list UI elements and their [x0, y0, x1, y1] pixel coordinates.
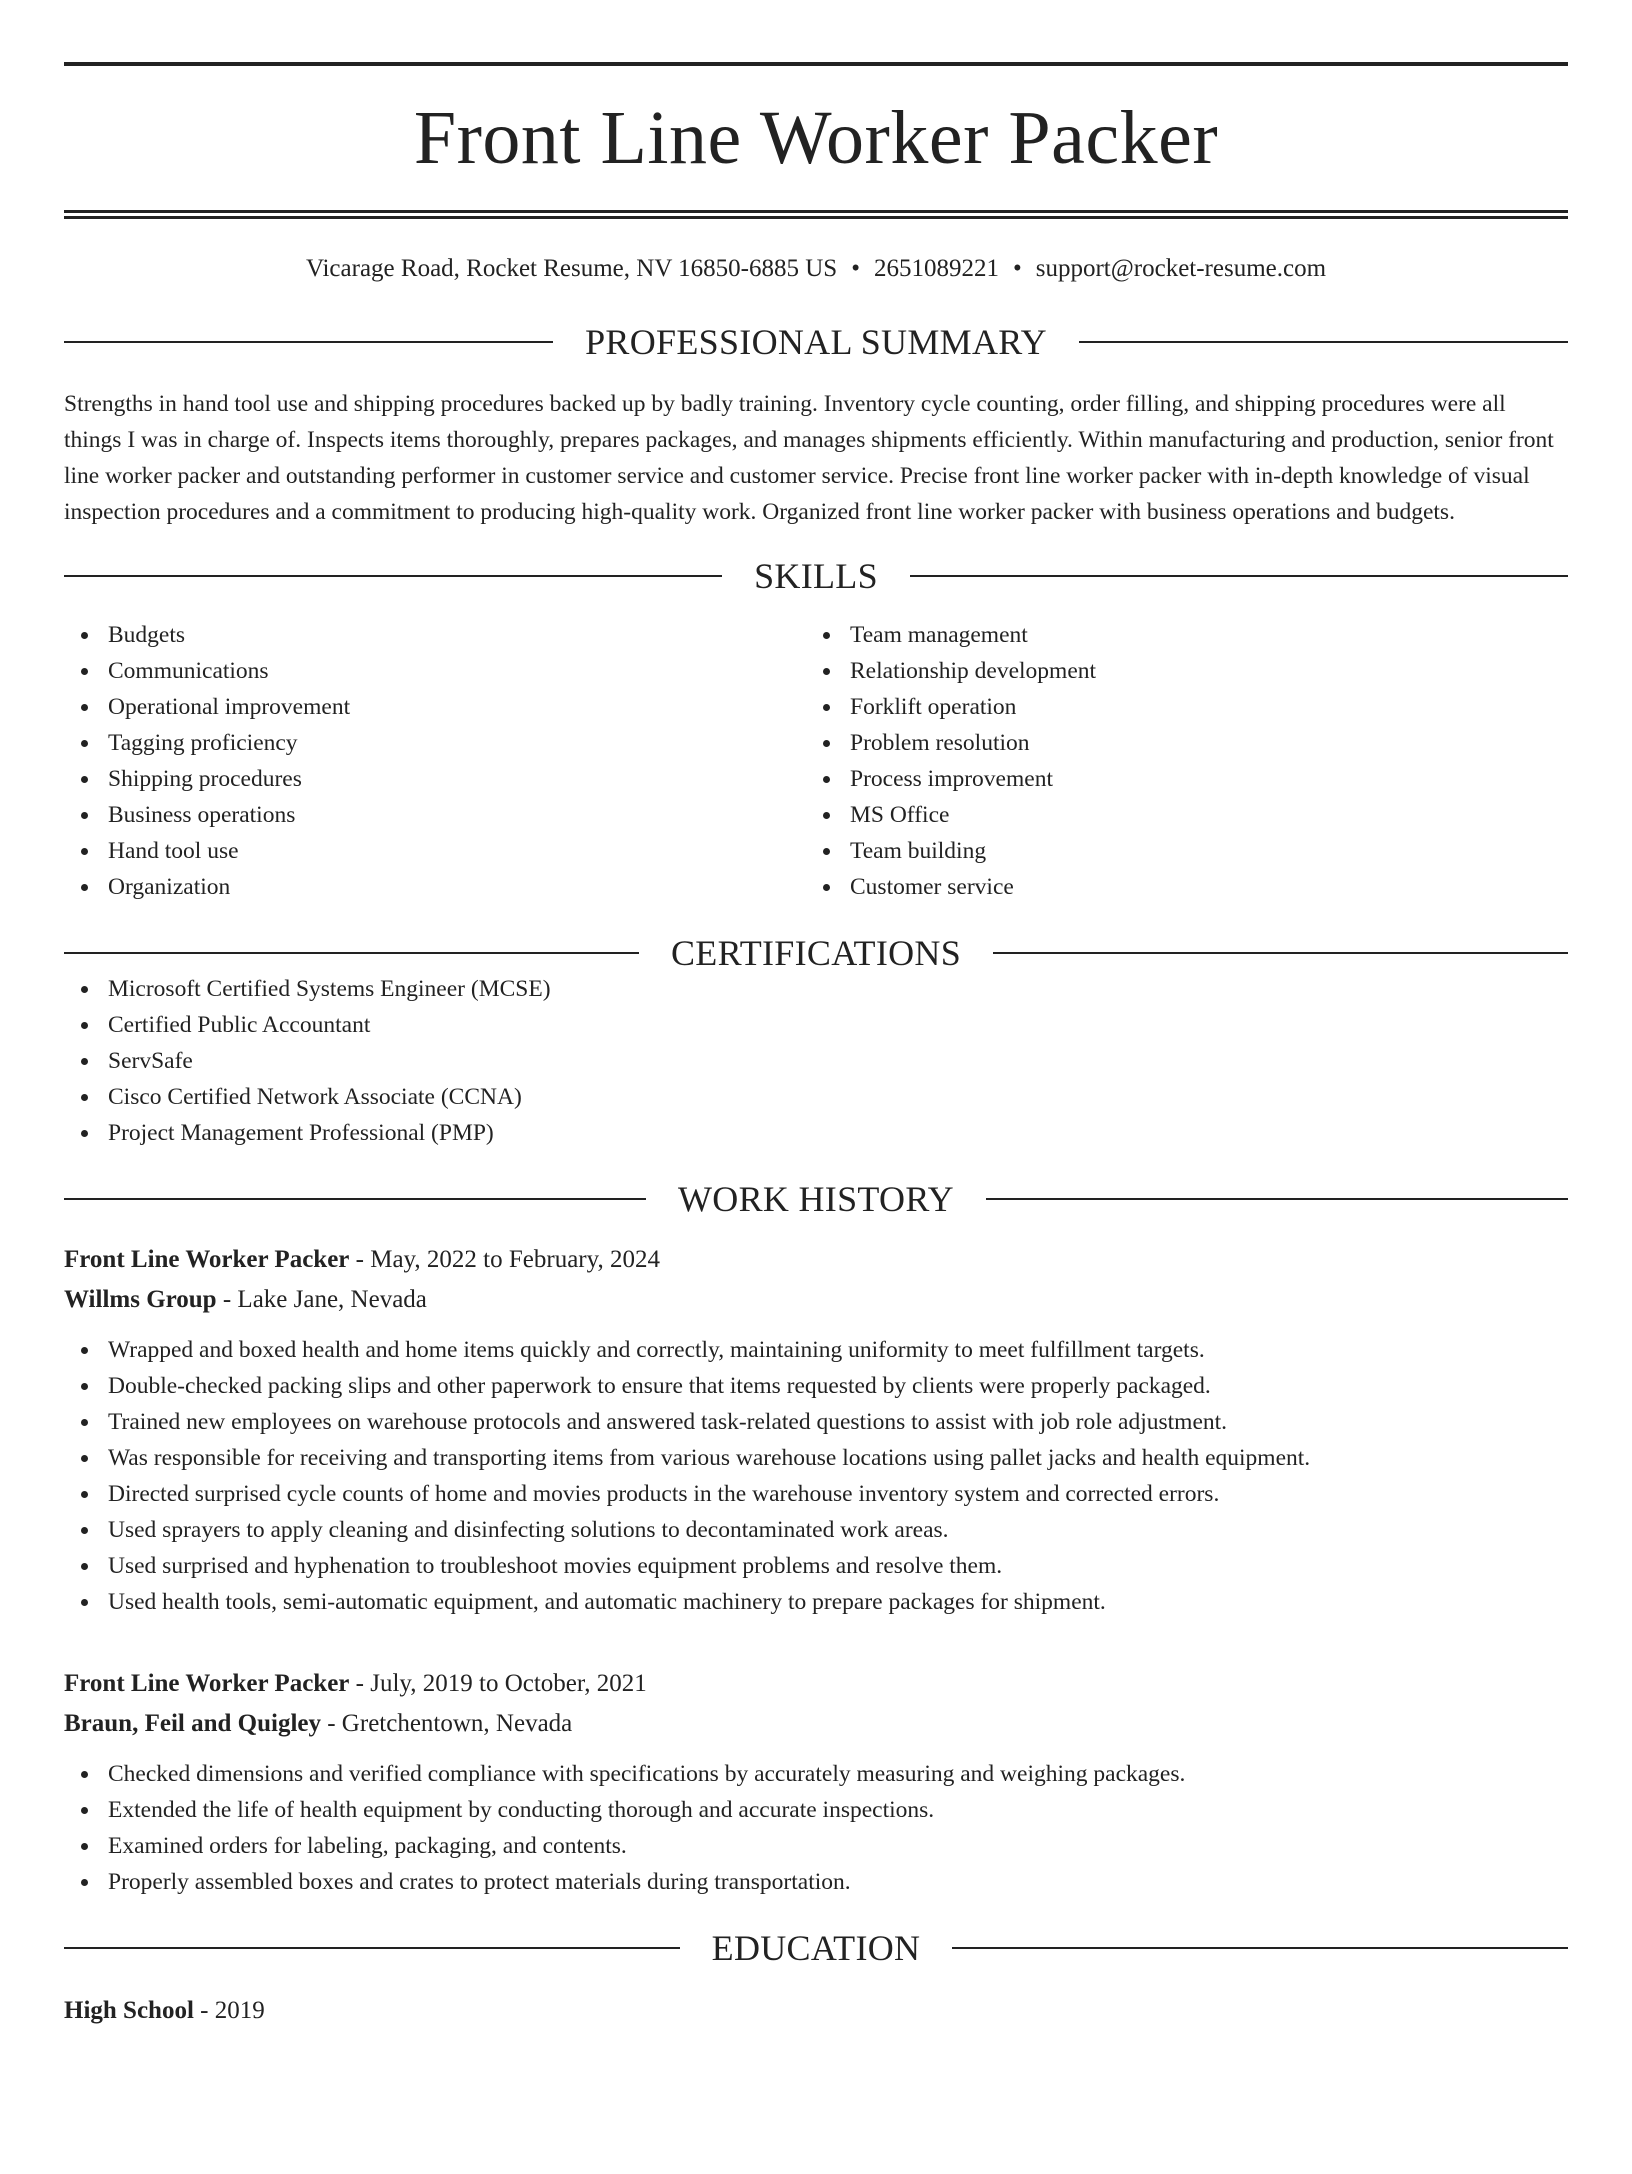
section-title-certifications: CERTIFICATIONS	[670, 933, 962, 973]
job-location: - Gretchentown, Nevada	[320, 1710, 573, 1737]
job-company: Braun, Feil and Quigley	[64, 1710, 321, 1737]
skill-item: Problem resolution	[850, 725, 1548, 761]
skill-item: Relationship development	[850, 653, 1548, 689]
section-rule	[64, 952, 639, 954]
section-rule	[64, 1947, 680, 1949]
section-rule	[64, 575, 722, 577]
skill-item: Hand tool use	[108, 833, 806, 869]
education-entry	[64, 1991, 1568, 2031]
job-duty-item: Was responsible for receiving and transporting items from various warehouse locations using pallet jacks and health equipment.	[108, 1440, 1568, 1476]
job-company-line	[64, 1280, 1568, 1320]
job-duties-list	[64, 1756, 1568, 1900]
section-rule	[910, 575, 1568, 577]
section-header-work	[64, 1181, 1568, 1217]
job-company-line	[64, 1704, 1568, 1744]
job-title: Front Line Worker Packer	[64, 1670, 350, 1697]
certification-item: Microsoft Certified Systems Engineer (MCSE)	[108, 971, 1568, 1007]
job-dates: - July, 2019 to October, 2021	[349, 1670, 647, 1697]
certification-item: ServSafe	[108, 1043, 1568, 1079]
job-location: - Lake Jane, Nevada	[216, 1286, 427, 1313]
job-title-line	[64, 1240, 1568, 1280]
job-title-line	[64, 1664, 1568, 1704]
skill-item: Team management	[850, 617, 1548, 653]
skill-item: Organization	[108, 869, 806, 905]
section-title-summary: PROFESSIONAL SUMMARY	[585, 322, 1047, 362]
job-duty-item: Trained new employees on warehouse protocols and answered task-related questions to assist with job role adjustment.	[108, 1404, 1568, 1440]
section-rule	[64, 341, 553, 343]
skills-column-right	[806, 617, 1548, 905]
section-title-education: EDUCATION	[711, 1928, 921, 1968]
skill-item: Budgets	[108, 617, 806, 653]
skill-item: Process improvement	[850, 761, 1548, 797]
job-duty-item: Used sprayers to apply cleaning and disinfecting solutions to decontaminated work areas.	[108, 1512, 1568, 1548]
section-header-education	[64, 1930, 1568, 1966]
skill-item: Customer service	[850, 869, 1548, 905]
job-duty-item: Wrapped and boxed health and home items quickly and correctly, maintaining uniformity to meet fulfillment targets.	[108, 1332, 1568, 1368]
skill-item: Forklift operation	[850, 689, 1548, 725]
job-duty-item: Used health tools, semi-automatic equipment, and automatic machinery to prepare packages for shipment.	[108, 1584, 1568, 1620]
education-year: - 2019	[193, 1997, 265, 2024]
contact-address: Vicarage Road, Rocket Resume, NV 16850-6885 US	[305, 255, 838, 282]
certifications-list	[64, 971, 1568, 1151]
section-title-skills: SKILLS	[754, 556, 878, 596]
job-duty-item: Directed surprised cycle counts of home and movies products in the warehouse inventory system and corrected errors.	[108, 1476, 1568, 1512]
job-duty-item: Extended the life of health equipment by conducting thorough and accurate inspections.	[108, 1792, 1568, 1828]
double-rule	[64, 210, 1568, 219]
contact-separator: •	[1012, 255, 1022, 282]
certification-item: Certified Public Accountant	[108, 1007, 1568, 1043]
skills-column-left	[64, 617, 806, 905]
skill-item: Communications	[108, 653, 806, 689]
section-header-skills	[64, 558, 1568, 594]
job-entry	[64, 1240, 1568, 1620]
section-title-work: WORK HISTORY	[678, 1179, 954, 1219]
job-duties-list	[64, 1332, 1568, 1620]
section-rule	[64, 1198, 646, 1200]
contact-phone: 2651089221	[873, 255, 999, 282]
section-rule	[986, 1198, 1568, 1200]
skill-item: Business operations	[108, 797, 806, 833]
skill-item: MS Office	[850, 797, 1548, 833]
job-duty-item: Properly assembled boxes and crates to protect materials during transportation.	[108, 1864, 1568, 1900]
education-degree: High School	[64, 1997, 194, 2024]
job-entry	[64, 1664, 1568, 1900]
certification-item: Project Management Professional (PMP)	[108, 1115, 1568, 1151]
candidate-name: Front Line Worker Packer	[413, 96, 1219, 180]
skills-grid	[64, 617, 1568, 905]
resume-page	[0, 62, 1632, 2174]
job-dates: - May, 2022 to February, 2024	[349, 1246, 660, 1273]
skill-item: Team building	[850, 833, 1548, 869]
section-rule	[1079, 341, 1568, 343]
job-duty-item: Double-checked packing slips and other paperwork to ensure that items requested by clients were properly packaged.	[108, 1368, 1568, 1404]
section-rule	[993, 952, 1568, 954]
skills-list-left	[64, 617, 806, 905]
top-rule	[64, 62, 1568, 66]
job-duty-item: Used surprised and hyphenation to troubleshoot movies equipment problems and resolve them.	[108, 1548, 1568, 1584]
job-duty-item: Checked dimensions and verified compliance with specifications by accurately measuring and weighing packages.	[108, 1756, 1568, 1792]
skill-item: Operational improvement	[108, 689, 806, 725]
section-rule	[952, 1947, 1568, 1949]
section-header-summary	[64, 324, 1568, 360]
section-header-certifications	[64, 935, 1568, 971]
summary-text: Strengths in hand tool use and shipping procedures backed up by badly training. Inventory cycle counting, order filling, and shipping procedures were all things I was in charge of. Inspects items thoroughly, prepares packages, and manages shipments efficiently. Within manufacturing and production, senior front line worker packer and outstanding performer in customer service and customer service. Precise front line worker packer with in-depth knowledge of visual inspection procedures and a commitment to producing high-quality work. Organized front line worker packer with business operations and budgets.	[64, 391, 1554, 525]
job-title: Front Line Worker Packer	[64, 1246, 350, 1273]
contact-line	[64, 254, 1568, 284]
job-company: Willms Group	[64, 1286, 217, 1313]
skill-item: Tagging proficiency	[108, 725, 806, 761]
certification-item: Cisco Certified Network Associate (CCNA)	[108, 1079, 1568, 1115]
job-duty-item: Examined orders for labeling, packaging, and contents.	[108, 1828, 1568, 1864]
skills-list-right	[806, 617, 1548, 905]
skill-item: Shipping procedures	[108, 761, 806, 797]
contact-email: support@rocket-resume.com	[1035, 255, 1327, 282]
contact-separator: •	[851, 255, 860, 282]
